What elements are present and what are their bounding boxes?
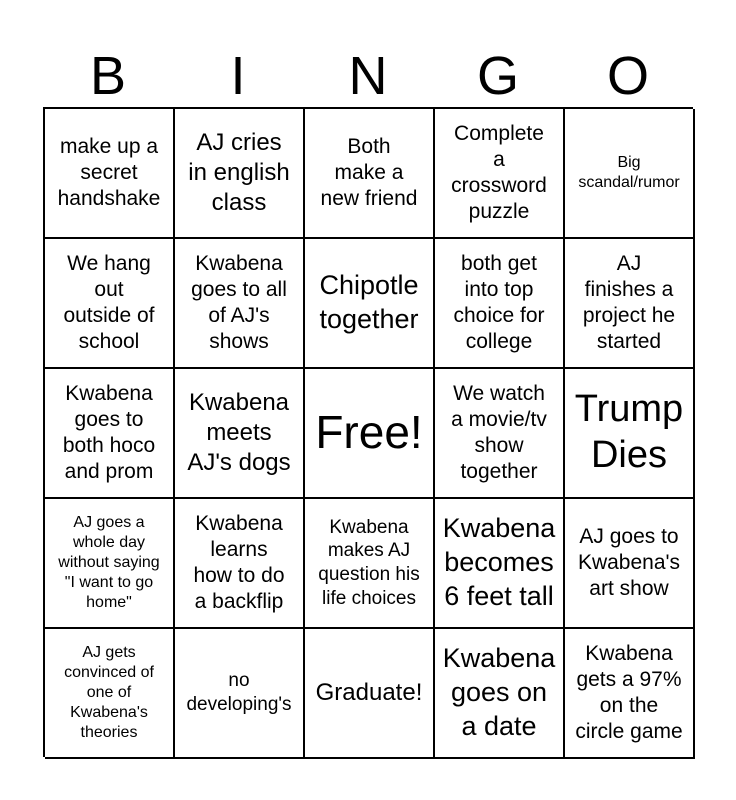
bingo-cell-r5-c4[interactable]: Kwabena goes on a date [435,629,565,759]
header-letter-b: B [89,46,127,106]
bingo-cell-r1-c4[interactable]: Complete a crossword puzzle [435,109,565,239]
bingo-cell-r2-c5[interactable]: AJ finishes a project he started [565,239,695,369]
header-letter-n: N [348,46,388,106]
bingo-cell-r2-c3[interactable]: Chipotle together [305,239,435,369]
bingo-cell-r3-c2[interactable]: Kwabena meets AJ's dogs [175,369,305,499]
bingo-cell-r4-c5[interactable]: AJ goes to Kwabena's art show [565,499,695,629]
bingo-cell-r5-c2[interactable]: no developing's [175,629,305,759]
bingo-cell-r4-c1[interactable]: AJ goes a whole day without saying "I want to go home" [45,499,175,629]
header-letter-o: O [606,46,649,106]
bingo-cell-r5-c1[interactable]: AJ gets convinced of one of Kwabena's theories [45,629,175,759]
header-letter-i: I [230,46,246,106]
bingo-cell-r1-c2[interactable]: AJ cries in english class [175,109,305,239]
bingo-cell-r1-c3[interactable]: Both make a new friend [305,109,435,239]
bingo-cell-r4-c2[interactable]: Kwabena learns how to do a backflip [175,499,305,629]
bingo-header [43,44,693,108]
bingo-cell-r3-c1[interactable]: Kwabena goes to both hoco and prom [45,369,175,499]
bingo-cell-r3-c5[interactable]: Trump Dies [565,369,695,499]
bingo-cell-r1-c5[interactable]: Big scandal/rumor [565,109,695,239]
bingo-cell-free-space[interactable]: Free! [305,369,435,499]
bingo-cell-r5-c5[interactable]: Kwabena gets a 97% on the circle game [565,629,695,759]
bingo-cell-r4-c4[interactable]: Kwabena becomes 6 feet tall [435,499,565,629]
bingo-cell-r2-c2[interactable]: Kwabena goes to all of AJ's shows [175,239,305,369]
bingo-cell-r2-c4[interactable]: both get into top choice for college [435,239,565,369]
bingo-card-grid [43,107,693,757]
header-letter-g: G [476,46,519,106]
bingo-cell-r3-c4[interactable]: We watch a movie/tv show together [435,369,565,499]
bingo-cell-r5-c3[interactable]: Graduate! [305,629,435,759]
bingo-cell-r1-c1[interactable]: make up a secret handshake [45,109,175,239]
bingo-cell-r2-c1[interactable]: We hang out outside of school [45,239,175,369]
bingo-cell-r4-c3[interactable]: Kwabena makes AJ question his life choices [305,499,435,629]
